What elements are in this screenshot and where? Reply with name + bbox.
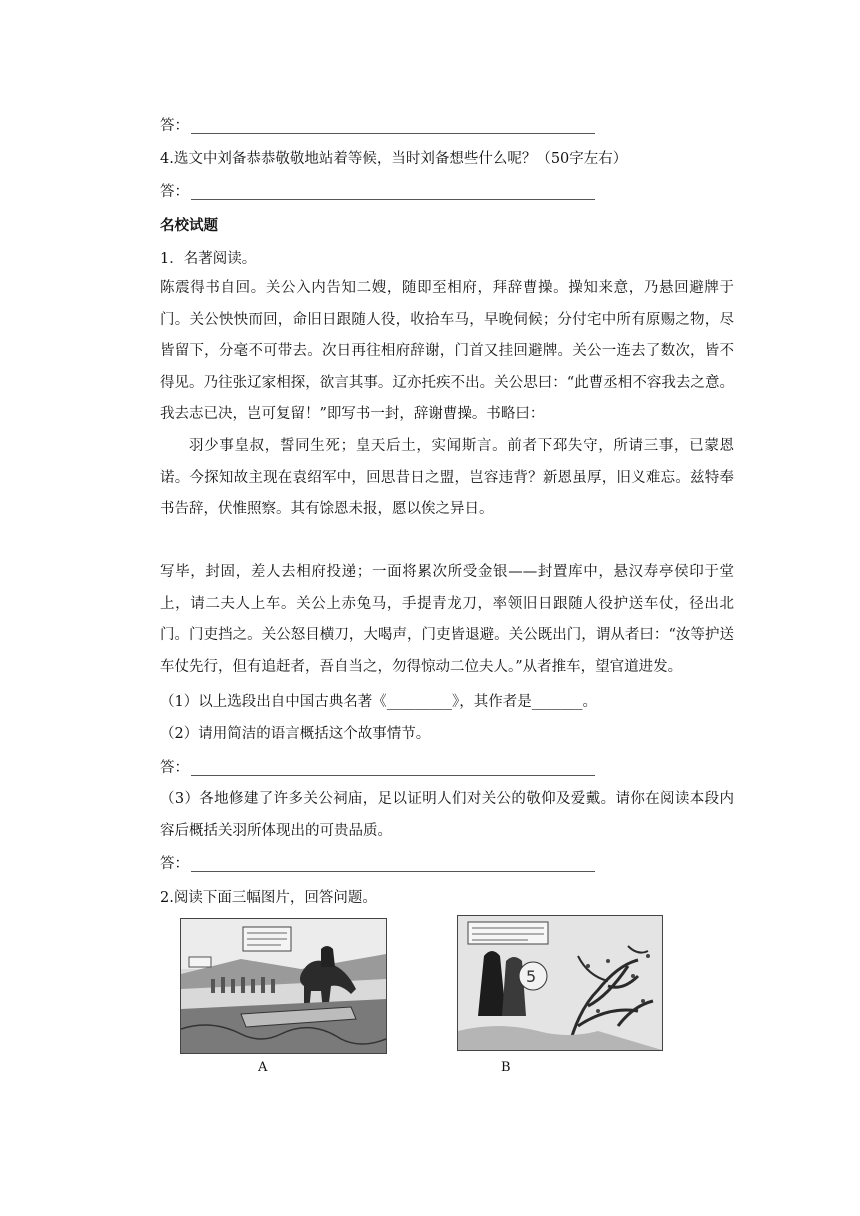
passage-text: 陈震得书自回。关公入内告知二嫂，随即至相府，拜辞曹操。操知来意，乃悬回避牌于门。关公怏怏而回，命旧日跟随人役，收拾车马，早晚伺候；分付宅中所有原赐之物，尽皆留下，分毫不可带去。次日再往相府辞谢，门首又挂回避牌。关公一连去了数次，皆不得见。乃往张辽家相探，欲言其事。辽亦托疾不出。关公思曰：“此曹丞相不容我去之意。我去志已决，岂可复留！”即写书一封，辞谢曹操。书略曰： [160, 280, 734, 422]
sub-question-3 [160, 784, 734, 847]
answer-label: 答： [160, 184, 189, 200]
caption-b: B [501, 1060, 511, 1075]
sub-question-3-text: （3）各地修建了许多关公祠庙，足以证明人们对关公的敬仰及爱戴。请你在阅读本段内容后概括关羽所体现出的可贵品质。 [160, 791, 734, 839]
passage-paragraph-2 [160, 431, 734, 526]
answer-line-sub3 [160, 852, 595, 873]
illustration-a [180, 918, 387, 1054]
question-4: 4.选文中刘备恭恭敬敬地站着等候，当时刘备想些什么呢？（50字左右） [160, 151, 628, 167]
answer-blank[interactable] [191, 775, 595, 776]
item-1-heading: 1．名著阅读。 [160, 251, 257, 267]
passage-text: 写毕，封固，差人去相府投递；一面将累次所受金银——封置库中，悬汉寿亭侯印于堂上，请二夫人上车。关公上赤兔马，手提青龙刀，率领旧日跟随人役护送车仗，径出北门。门吏挡之。关公怒目横刀，大喝声，门吏皆退避。关公既出门，谓从者曰：“汝等护送车仗先行，但有追赶者，吾自当之，勿得惊动二位夫人。”从者推车，望官道进发。 [160, 564, 734, 675]
passage-paragraph-1 [160, 273, 734, 431]
svg-text:5: 5 [526, 967, 537, 986]
sub-question-1: （1）以上选段出自中国古典名著《_________》，其作者是_______。 [160, 694, 597, 710]
answer-label: 答： [160, 118, 189, 134]
answer-line-q3 [160, 114, 595, 135]
passage-paragraph-3 [160, 557, 734, 683]
passage-text: 羽少事皇叔，誓同生死；皇天后土，实闻斯言。前者下邳失守，所请三事，已蒙恩诺。今探知故主现在袁绍军中，回思昔日之盟，岂容违背？新恩虽厚，旧义难忘。兹特奉书告辞，伏惟照察。其有馀恩未报，愿以俟之异日。 [160, 438, 734, 517]
illustration-a-drawing [181, 919, 386, 1053]
illustration-b-drawing [458, 916, 662, 1050]
answer-blank[interactable] [191, 199, 595, 200]
caption-a: A [258, 1060, 268, 1075]
section-title: 名校试题 [160, 218, 218, 234]
answer-line-sub2 [160, 756, 595, 777]
answer-line-q4 [160, 180, 595, 201]
item-2-heading: 2.阅读下面三幅图片，回答问题。 [160, 890, 377, 906]
sub-question-2: （2）请用简洁的语言概括这个故事情节。 [160, 726, 431, 742]
answer-label: 答： [160, 760, 189, 776]
illustration-b [457, 915, 663, 1051]
answer-blank[interactable] [191, 871, 595, 872]
answer-label: 答： [160, 856, 189, 872]
answer-blank[interactable] [191, 133, 595, 134]
